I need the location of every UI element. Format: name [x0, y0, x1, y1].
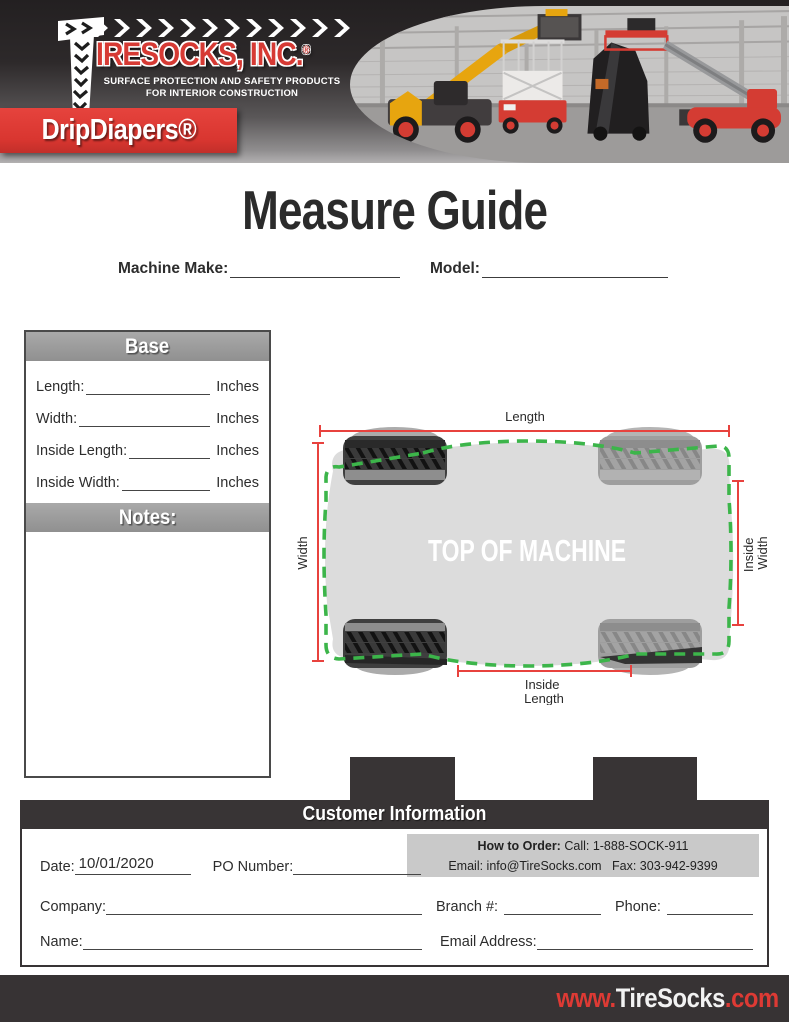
inside-width-input[interactable] — [122, 474, 210, 491]
url-prefix: www. — [556, 983, 617, 1013]
name-label: Name: — [40, 934, 83, 950]
inside-width-dim-label: Inside Width — [741, 536, 770, 573]
top-of-machine-label: TOP OF MACHINE — [428, 533, 626, 568]
order-line1 — [407, 836, 759, 856]
machine-make-model-row — [0, 258, 789, 282]
length-input[interactable] — [86, 378, 210, 395]
order-email: Email: info@TireSocks.com — [448, 859, 602, 873]
branch-label: Branch #: — [436, 899, 499, 915]
order-call: Call: 1-888-SOCK-911 — [564, 839, 689, 853]
dark-block-right — [593, 757, 697, 802]
hero-header — [0, 0, 789, 163]
machine-top-view-diagram — [295, 403, 773, 705]
width-label: Width: — [36, 411, 78, 427]
email-address-input[interactable] — [537, 932, 753, 950]
registered-mark: ® — [302, 44, 309, 57]
page-title: Measure Guide — [241, 179, 548, 241]
phone-input[interactable] — [667, 897, 753, 915]
branch-input[interactable] — [504, 897, 601, 915]
url-name: TireSocks — [616, 983, 726, 1013]
dark-block-left — [350, 757, 455, 802]
base-fields — [36, 366, 259, 494]
warehouse-illustration — [350, 6, 789, 163]
po-number-input[interactable] — [293, 857, 421, 875]
tire-bottom-right — [598, 619, 702, 668]
machine-make-input[interactable] — [230, 258, 400, 278]
base-field-length — [36, 366, 259, 398]
tire-tread-band-icon — [92, 18, 356, 38]
length-unit: Inches — [216, 379, 259, 395]
inside-length-dim-label: Inside Length — [524, 677, 564, 705]
email-address-label: Email Address: — [440, 934, 537, 950]
tagline-line1: SURFACE PROTECTION AND SAFETY PRODUCTS — [103, 76, 341, 87]
inside-length-input[interactable] — [129, 442, 210, 459]
company-branch-phone-row — [40, 891, 753, 915]
model-input[interactable] — [482, 258, 668, 278]
base-field-inside-width — [36, 462, 259, 494]
tire-bottom-left — [343, 619, 447, 668]
company-input[interactable] — [106, 897, 422, 915]
brand-tagline — [88, 76, 356, 99]
po-number-label: PO Number: — [212, 859, 294, 875]
model-label: Model: — [430, 260, 480, 277]
inside-length-label: Inside Length: — [36, 443, 128, 459]
date-label: Date: — [40, 859, 75, 875]
notes-input-area[interactable] — [26, 532, 269, 776]
inside-width-label: Inside Width: — [36, 475, 120, 491]
width-unit: Inches — [216, 411, 259, 427]
equipment-photo — [350, 6, 789, 163]
inside-length-unit: Inches — [216, 443, 259, 459]
url-suffix: .com — [725, 983, 779, 1013]
name-input[interactable] — [83, 932, 422, 950]
width-input[interactable] — [79, 410, 210, 427]
how-to-order-heading: How to Order: — [477, 839, 561, 853]
customer-information-panel — [20, 829, 769, 967]
date-po-row — [40, 853, 421, 875]
notes-section-header: Notes: — [26, 503, 269, 532]
how-to-order-box — [407, 834, 759, 877]
tire-top-right — [598, 436, 702, 485]
customer-information-header: Customer Information — [20, 800, 769, 829]
tagline-line2: FOR INTERIOR CONSTRUCTION — [145, 87, 299, 99]
machine-make-label: Machine Make: — [118, 260, 229, 277]
base-notes-panel — [24, 330, 271, 778]
length-label: Length: — [36, 379, 85, 395]
name-email-row — [40, 926, 753, 950]
base-field-inside-length — [36, 430, 259, 462]
order-fax: Fax: 303-942-9399 — [612, 859, 718, 873]
width-dim-label: Width — [295, 536, 310, 570]
tire-top-left — [343, 436, 447, 485]
base-field-width — [36, 398, 259, 430]
phone-label: Phone: — [615, 899, 661, 915]
brand-name: IRESOCKS, INC.® — [96, 36, 309, 72]
order-line2 — [407, 856, 759, 876]
date-input[interactable]: 10/01/2020 — [75, 855, 191, 875]
footer-bar — [0, 975, 789, 1022]
length-dim-label: Length — [505, 409, 545, 424]
inside-width-unit: Inches — [216, 475, 259, 491]
company-label: Company: — [40, 899, 107, 915]
product-banner: DripDiapers® — [0, 108, 237, 153]
website-link[interactable] — [557, 983, 779, 1014]
base-section-header: Base — [26, 332, 269, 361]
